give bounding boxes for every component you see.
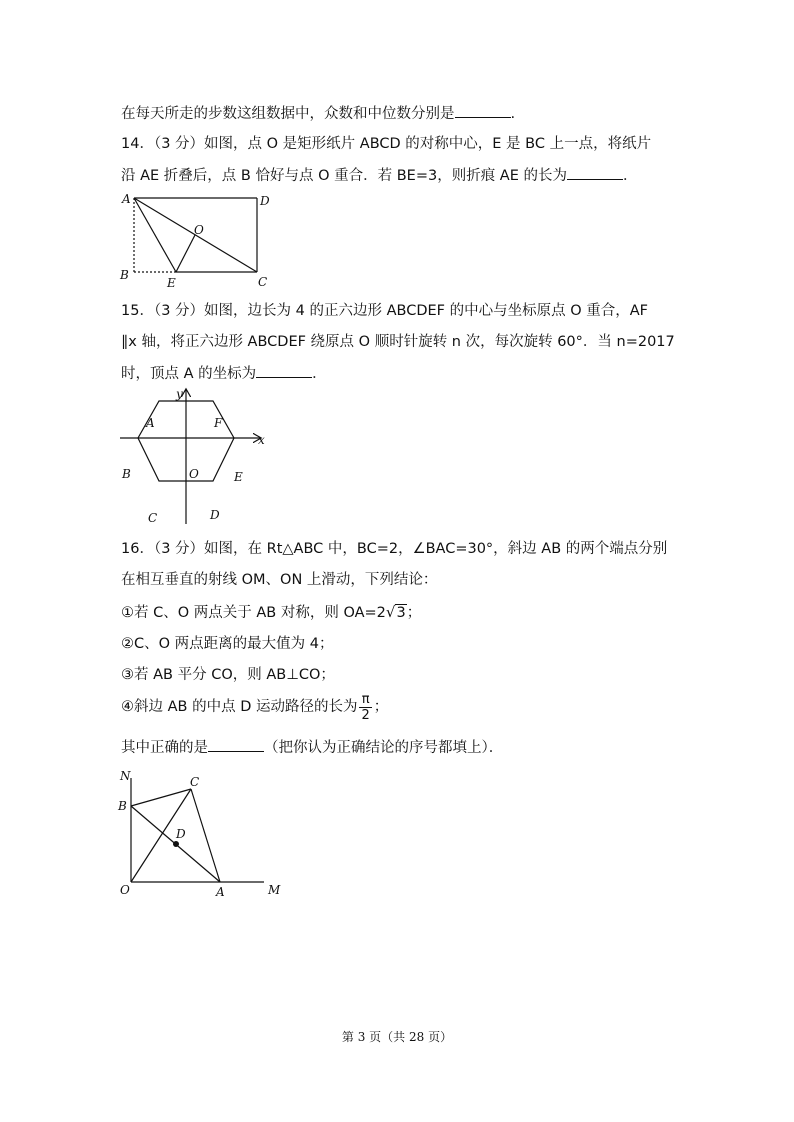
q16-item-2: ②C、O 两点距离的最大值为 4； [121, 636, 334, 652]
q14-text: 沿 AE 折叠后，点 B 恰好与点 O 重合．若 BE=3，则折痕 AE 的长为 [121, 168, 567, 184]
item-1-text: ①若 C、O 两点关于 AB 对称，则 OA=2 [121, 605, 386, 621]
label-E: E [167, 276, 176, 290]
q16-item-4 [121, 690, 388, 724]
label-B: B [118, 799, 127, 813]
label-D: D [210, 508, 220, 522]
midpoint-D [173, 841, 179, 847]
answer-blank [455, 103, 511, 118]
page-footer: 第 3 页（共 28 页） [341, 1030, 453, 1044]
q15-hexagon-figure [112, 384, 272, 530]
label-N: N [120, 769, 131, 783]
label-A: A [146, 416, 155, 430]
label-A: A [216, 885, 225, 899]
q14-answer-blank [567, 165, 623, 180]
fold-AE [134, 198, 176, 272]
q14-line-1: 14．（3 分）如图，点 O 是矩形纸片 ABCD 的对称中心，E 是 BC 上一点，将纸片 [121, 136, 652, 152]
q14-rectangle-figure [112, 188, 282, 292]
label-C: C [258, 275, 268, 289]
fraction [359, 692, 371, 723]
label-C: C [148, 511, 158, 525]
q16-line-1: 16．（3 分）如图，在 Rt△ABC 中，BC=2，∠BAC=30°，斜边 AB 的两个端点分别 [121, 541, 668, 557]
segment-EO [176, 235, 195, 272]
q15-end: ． [312, 366, 327, 382]
answer-text: 其中正确的是 [121, 740, 208, 756]
q14-line-2 [121, 165, 638, 186]
q16-item-1 [121, 602, 421, 623]
q16-triangle-figure [112, 766, 292, 902]
fraction-denominator: 2 [361, 707, 370, 723]
intro-text: 在每天所走的步数这组数据中，众数和中位数分别是 [121, 106, 455, 122]
answer-end: （把你认为正确结论的序号都填上）． [264, 740, 504, 756]
label-D: D [176, 827, 186, 841]
label-y: y [176, 387, 183, 401]
item-4-end: ； [373, 699, 389, 715]
q15-text: 时，顶点 A 的坐标为 [121, 366, 257, 382]
intro-end: . [510, 106, 516, 122]
q16-item-3: ③若 AB 平分 CO，则 AB⊥CO； [121, 667, 335, 683]
label-C: C [190, 775, 200, 789]
label-B: B [122, 467, 131, 481]
label-O: O [120, 883, 130, 897]
sqrt-sign: √ [385, 603, 396, 621]
radicand: 3 [396, 605, 406, 621]
q15-line-3 [121, 363, 327, 384]
label-D: D [260, 194, 270, 208]
q15-line-2: ∥x 轴，将正六边形 ABCDEF 绕原点 O 顺时针旋转 n 次，每次旋转 60°．当 n=2017 [121, 334, 675, 350]
q14-end: ． [623, 168, 638, 184]
label-O: O [189, 467, 199, 481]
q15-line-1: 15．（3 分）如图，边长为 4 的正六边形 ABCDEF 的中心与坐标原点 O 重合，AF [121, 303, 648, 319]
fraction-numerator: π [359, 692, 371, 708]
q16-answer-blank [208, 737, 264, 752]
label-E: E [234, 470, 243, 484]
side-CA [191, 789, 220, 882]
item-1-end: ； [406, 605, 422, 621]
q16-line-2: 在相互垂直的射线 OM、ON 上滑动，下列结论： [121, 572, 438, 588]
label-A: A [122, 192, 131, 206]
label-O: O [194, 223, 204, 237]
q16-answer-line [121, 737, 503, 758]
label-F: F [214, 416, 223, 430]
label-M: M [268, 883, 281, 897]
item-4-text: ④斜边 AB 的中点 D 运动路径的长为 [121, 699, 358, 715]
label-x: x [258, 433, 265, 447]
q15-answer-blank [256, 363, 312, 378]
label-B: B [120, 268, 129, 282]
intro-line [121, 103, 515, 124]
